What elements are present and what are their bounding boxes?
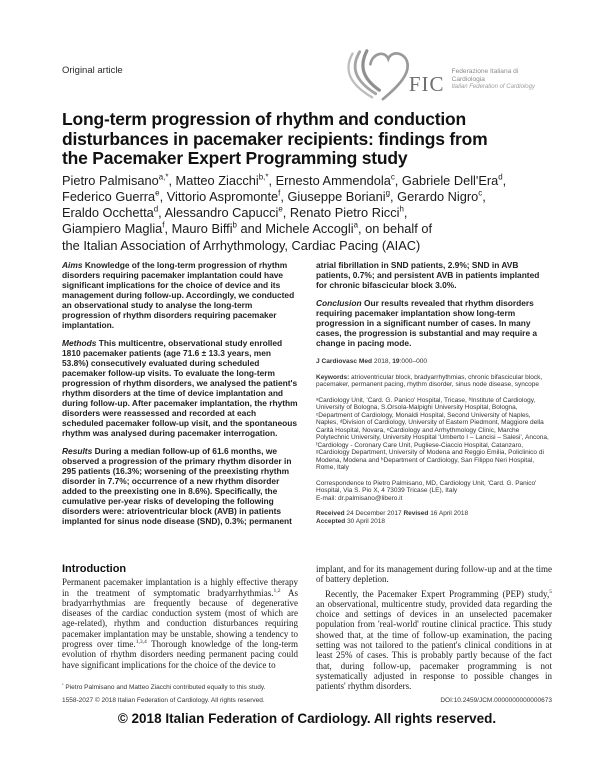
footnote-block [62, 674, 298, 692]
keywords-label: Keywords: [316, 373, 350, 381]
citation-pages: :000–000 [399, 357, 428, 365]
superscript: b [232, 221, 237, 231]
copyright-banner: © 2018 Italian Federation of Cardiology. All rights reserved. [117, 710, 497, 726]
journal-name: J Cardiovasc Med [316, 357, 373, 365]
received-label: Received [316, 510, 345, 518]
intro-paragraph-1: Permanent pacemaker implantation is a highly effective therapy in the treatment of symptomatic bradyarrhythmias.$^{1,2}$ As bradyarrhythmias are frequently because of degenerative diseases of the cardiac conduction system (most of which are age-related), rhythm and conduction disturbances requiring pacemaker implantation may be unstable, showing a tendency to progress over time.$^{1,3,4}$ Thorough knowledge of the long-term evolution of rhythm disorders needing permanent pacing could have significant implications for the choice of the device to [62, 577, 299, 670]
superscript: 1,2 [273, 587, 281, 594]
abstract-section-label: Aims [62, 259, 83, 270]
keywords-block [316, 374, 552, 389]
introduction-section [62, 564, 552, 692]
accepted-date: 30 April 2018 [345, 517, 386, 525]
received-date: 24 December 2017 [344, 510, 404, 518]
abstract-section-label: Methods [62, 337, 97, 348]
correspondence: Correspondence to Pietro Palmisano, MD, Cardiology Unit, 'Card. G. Panico' Hospital, Via S. Pio X, 4 73039 Tricase (LE), Italy [316, 479, 537, 495]
author-list [62, 173, 552, 254]
citation-volume: 19 [392, 357, 400, 365]
citation-year: 2018, [372, 357, 393, 365]
superscript: a [353, 221, 359, 231]
superscript: e [155, 188, 160, 198]
fic-acronym: FIC [408, 72, 445, 96]
author-line: Giampiero Maglia$^f$, Mauro Biffi$^b$ and Michele Accogli$^a$, on behalf of [62, 221, 433, 237]
superscript: 1,3,4 [135, 639, 147, 646]
abstract-paragraph: atrial fibrillation in SND patients, 2.9%; SND in AVB patients, 0.7%; and persistent AVB in patients implanted for chronic bifascicular block 3.0%. [316, 259, 540, 290]
revised-label: Revised [403, 510, 429, 518]
superscript: c [478, 188, 483, 198]
title-line: the Pacemaker Expert Programming study [62, 148, 408, 168]
superscript: g [385, 188, 391, 198]
intro-paragraph-3: Recently, the Pacemaker Expert Programming (PEP) study,$^5$ an observational, multicentre study, provided data regarding the choice and settings of devices in an unselected pacemaker population from 'real-world' routine clinical practice. This study showed that, at the time of follow-up examination, the pacing setting was not tailored to the patient's clinical conditions in at least 25% of cases. This is probably partly because of the fact that, during follow-up, pacemaker programming is not systematically adjusted in response to possible changes in patients' rhythm disorders. [316, 588, 552, 692]
fic-name-english: Italian Federation of Cardiology [451, 84, 535, 90]
footnote-text: Pietro Palmisano and Matteo Ziacchi contributed equally to this study. [63, 684, 266, 692]
author-line: Pietro Palmisano$^{a,*}$, Matteo Ziacchi$^{b,*}$, Ernesto Ammendola$^c$, Gabriele Dell'Era$^d$, [62, 172, 507, 188]
article-type-label: Original article [62, 65, 123, 76]
superscript: c [390, 172, 395, 182]
footer-row [62, 697, 552, 704]
fic-name-block [452, 68, 552, 91]
superscript: e [278, 204, 283, 214]
author-line: Eraldo Occhetta$^d$, Alessandro Capucci$^e$, Renato Pietro Ricci$^h$, [62, 204, 408, 221]
title-line: disturbances in pacemaker recipients: findings from [62, 128, 488, 149]
revised-date: 16 April 2018 [428, 510, 469, 518]
introduction-heading: Introduction [62, 562, 127, 575]
article-title [62, 110, 552, 169]
title-line: Long-term progression of rhythm and conduction [62, 109, 466, 129]
superscript: d [498, 172, 503, 182]
superscript: h [399, 204, 404, 214]
doi: DOI:10.2459/JCM.0000000000000673 [440, 696, 552, 704]
abstract-right-paragraphs [316, 260, 552, 348]
fic-name-italian: Federazione Italiana di Cardiologia [451, 68, 519, 83]
keywords-text: atrioventricular block, bradyarrhythmias, chronic bifascicular block, pacemaker, permanent pacing, rhythm disorder, sinus node disease, syncope [316, 373, 543, 389]
page-header [62, 46, 552, 104]
intro-paragraph-2: implant, and for its management during follow-up and at the time of battery depletion. [316, 563, 552, 585]
abstract [62, 260, 552, 534]
author-line: Federico Guerra$^e$, Vittorio Aspromonte$^f$, Giuseppe Boriani$^g$, Gerardo Nigro$^c$, [62, 188, 486, 204]
issn-copyright-line: 1558-2027 © 2018 Italian Federation of Cardiology. All rights reserved. [62, 696, 265, 704]
superscript: f [162, 221, 165, 231]
equal-contribution-footnote [62, 681, 298, 692]
abstract-left-column [62, 260, 298, 534]
abstract-paragraph: Results During a median follow-up of 61.6 months, we observed a progression of the primary rhythm disorder in 295 patients (16.3%; worsening of the preexisting rhythm disorder in 7.7%; occurrence of a new rhythm disorder added to the preexisting one in 8.6%). Specifically, the cumulative per-year risks of developing the following disorders were: atrioventricular block (AVB) in patients implanted for sinus node disease (SND), 0.3%; permanent [62, 445, 292, 526]
superscript: b,* [258, 172, 269, 182]
intro-right-column [316, 564, 552, 692]
abstract-right-column [316, 260, 552, 534]
superscript: f [278, 188, 281, 198]
abstract-section-label: Conclusion [316, 297, 362, 308]
intro-left-column [62, 564, 298, 692]
author-line: the Italian Association of Arrhythmology, Cardiac Pacing (AIAC) [62, 237, 421, 253]
superscript: d [153, 204, 159, 214]
abstract-paragraph: Methods This multicentre, observational study enrolled 1810 pacemaker patients (age 71.6 ± 13.3 years, men 53.8%) consecutively evaluated during scheduled pacemaker follow-up visits. To evaluate the long-term progression of rhythm disorders, we analysed the patient's rhythm disorders at the time of device implantation and during follow-up. After pacemaker implantation, the rhythm disorders were reassessed and recorded at each scheduled pacemaker follow-up visit, and the spontaneous rhythm was analysed during pacemaker interrogation. [62, 337, 298, 438]
affiliations: ᵃCardiology Unit, 'Card. G. Panico' Hospital, Tricase, ᵇInstitute of Cardiology, University of Bologna, S.Orsola-Malpighi University Hospital, Bologna, ᶜDepartment of Cardiology, Monaldi Hospital, Second University of Naples, Naples, ᵈDivision of Cardiology, University of Eastern Piedmont, Maggiore della Carità Hospital, Novara, ᵉCardiology and Arrhythmology Clinic, Marche Polytechnic University, University Hospital 'Umberto I – Lancisi – Salesi', Ancona, ᶠCardiology - Coronary Care Unit, Pugliese-Ciaccio Hospital, Catanzaro, ᵍCardiology Department, University of Modena and Reggio Emilia, Policlinico di Modena, Modena and ʰDepartment of Cardiology, San Filippo Neri Hospital, Rome, Italy [316, 396, 549, 472]
superscript: a,* [158, 172, 169, 182]
correspondence-email: E-mail: dr.palmisano@libero.it [316, 494, 403, 502]
abstract-paragraph: Aims Knowledge of the long-term progression of rhythm disorders requiring pacemaker implantation could have significant implications for the choice of device and its management during follow-up. Accordingly, we conducted an observational study to analyse the long-term progression of rhythm disorders requiring pacemaker implantation. [62, 259, 295, 330]
abstract-section-label: Results [62, 445, 93, 456]
accepted-label: Accepted [316, 517, 346, 525]
history-dates [316, 510, 552, 525]
fic-logo [340, 46, 552, 104]
superscript: 5 [549, 588, 552, 595]
journal-citation [316, 358, 552, 366]
footnote-marker: * [62, 681, 64, 687]
fic-heart-icon [340, 46, 417, 104]
abstract-paragraph: Conclusion Our results revealed that rhythm disorders requiring pacemaker implantation show long-term progression in a significant number of cases. In many cases, the progression is substantial and may require a change in pacing mode. [316, 297, 538, 348]
